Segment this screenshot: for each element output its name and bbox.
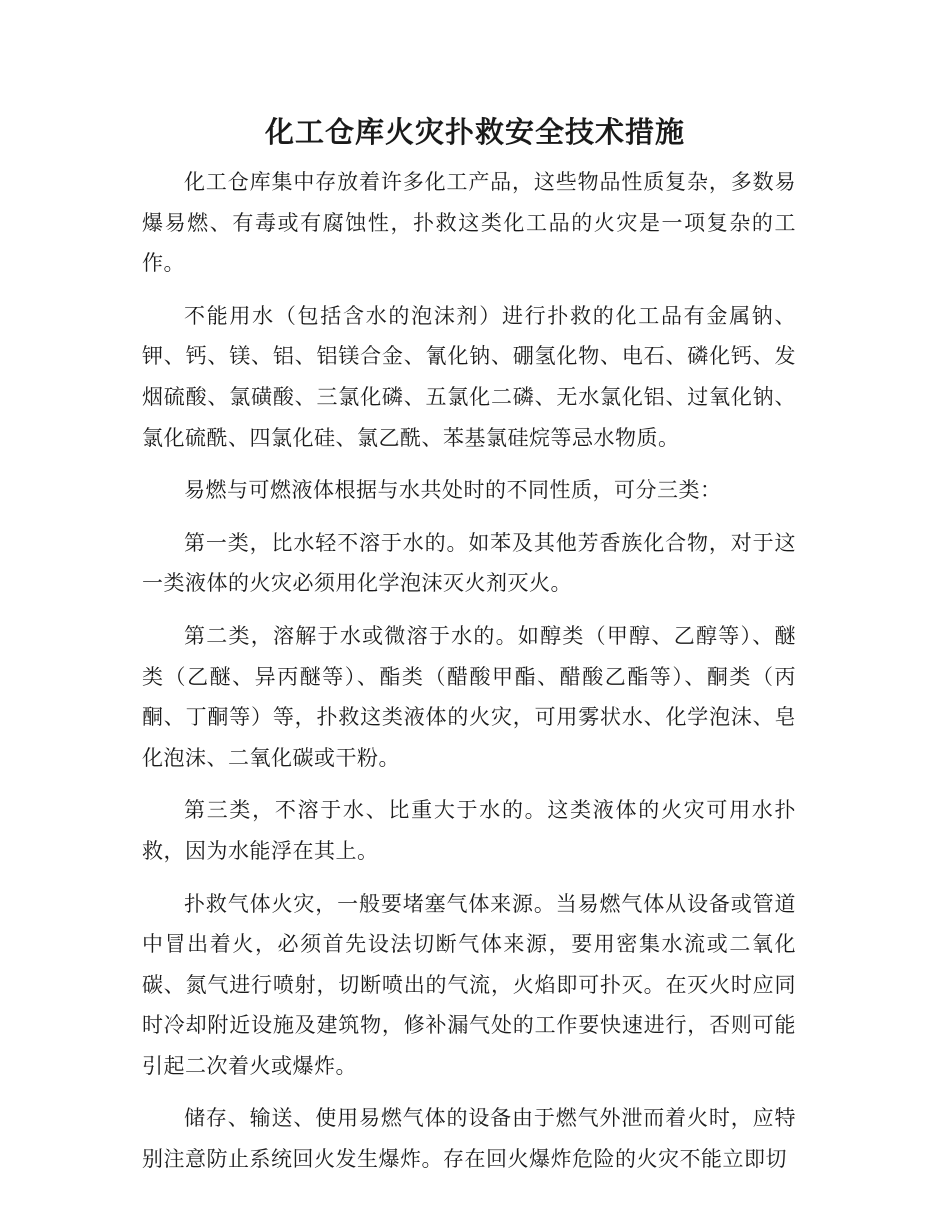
paragraph-gas-fire: 扑救气体火灾，一般要堵塞气体来源。当易燃气体从设备或管道中冒出着火，必须首先设法切断气体来源，要用密集水流或二氧化碳、氮气进行喷射，切断喷出的气流，火焰即可扑灭。在灭火时应同时冷却附近设施及建筑物，修补漏气处的工作要快速进行，否则可能引起二次着火或爆炸。	[142, 891, 796, 1078]
paragraph-gas-equipment: 储存、输送、使用易燃气体的设备由于燃气外泄而着火时，应特别注意防止系统回火发生爆炸。存在回火爆炸危险的火灾不能立即切	[142, 1106, 796, 1172]
paragraph-class-three: 第三类，不溶于水、比重大于水的。这类液体的火灾可用水扑救，因为水能浮在其上。	[142, 798, 796, 863]
document-title: 化工仓库火灾扑救安全技术措施	[264, 115, 685, 149]
paragraph-class-one: 第一类，比水轻不溶于水的。如苯及其他芳香族化合物，对于这一类液体的火灾必须用化学泡沫灭火剂灭火。	[142, 530, 796, 596]
document-body	[142, 162, 796, 1192]
paragraph-class-two: 第二类，溶解于水或微溶于水的。如醇类（甲醇、乙醇等）、醚类（乙醚、异丙醚等）、酯类（醋酸甲酯、醋酸乙酯等）、酮类（丙酮、丁酮等）等，扑救这类液体的火灾，可用雾状水、化学泡沫、皂化泡沫、二氧化碳或干粉。	[142, 623, 796, 770]
paragraph-liquid-classes: 易燃与可燃液体根据与水共处时的不同性质，可分三类：	[184, 478, 722, 503]
paragraph-water-reactive: 不能用水（包括含水的泡沫剂）进行扑救的化工品有金属钠、钾、钙、镁、铝、铝镁合金、氰化钠、硼氢化物、电石、磷化钙、发烟硫酸、氯磺酸、三氯化磷、五氯化二磷、无水氯化铝、过氧化钠、氯化硫酰、四氯化硅、氯乙酰、苯基氯硅烷等忌水物质。	[142, 303, 796, 450]
paragraph-intro: 化工仓库集中存放着许多化工产品，这些物品性质复杂，多数易爆易燃、有毒或有腐蚀性，扑救这类化工品的火灾是一项复杂的工作。	[142, 170, 796, 276]
